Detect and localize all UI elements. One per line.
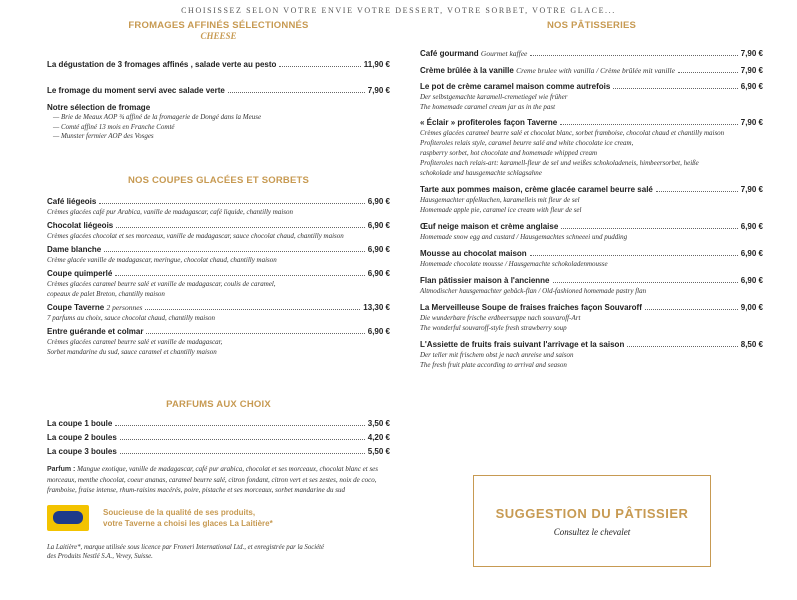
item-title: Le pot de crème caramel maison comme autrefois [420, 82, 611, 91]
item-title: La coupe 2 boules [47, 432, 117, 442]
item-price: 6,90 € [740, 82, 763, 91]
item-price: 3,50 € [367, 418, 390, 428]
item-title: Œuf neige maison et crème anglaise [420, 222, 559, 231]
item-title: Entre guérande et colmar [47, 326, 144, 336]
dot-leader [115, 425, 364, 426]
menu-item [47, 244, 390, 265]
menu-item [47, 446, 390, 457]
suggestion-subtitle: Consultez le chevalet [553, 527, 631, 537]
item-price: 13,30 € [363, 302, 390, 312]
laitiere-line-2: votre Taverne a choisi les glaces La Laitière* [103, 518, 273, 528]
flavours-text: Mangue exotique, vanille de madagascar, café pur arabica, chocolat et ses morceaux, chocolat blanc et ses morceaux, menthe chocolat, coeur ananas, caramel beurre salé, citron fondant, citron vert et ses zestes, noix de coco, framboise, fraise intense, rhum-raisins macérés, poire, pistache et ses morceaux, sorbet mandarine du sud [47, 464, 379, 494]
item-name [47, 326, 143, 337]
dot-leader [656, 191, 738, 192]
item-title: Coupe quimperlé [47, 268, 113, 278]
item-description: 7 parfums au choix, sauce chocolat chaud, chantilly maison [47, 313, 215, 322]
item-price: 7,90 € [740, 49, 763, 58]
item-title: L'Assiette de fruits frais suivant l'arrivage et la saison [420, 340, 625, 349]
dot-leader [561, 228, 737, 229]
item-title: Crème brûlée à la vanille [420, 66, 514, 75]
item-title: La Merveilleuse Soupe de fraises fraiches façon Souvaroff [420, 303, 642, 312]
item-row [47, 326, 390, 337]
dot-leader [627, 346, 737, 347]
menu-item [420, 117, 763, 178]
item-price: 5,50 € [367, 446, 390, 456]
cheese-selection-item: — Brie de Meaux AOP ¾ affiné de la fromagerie de Dongé dans la Meuse [53, 113, 262, 121]
menu-item [420, 81, 763, 112]
item-price: 9,00 € [740, 303, 763, 312]
legal-line-2: des Produits Nestlé S.A., Vevey, Suisse. [47, 553, 153, 560]
menu-item [420, 48, 763, 59]
menu-item [420, 221, 763, 242]
menu-item [47, 268, 390, 299]
item-description: The fresh fruit plate according to arrival and season [420, 361, 567, 369]
suggestion-title: SUGGESTION DU PÂTISSIER [495, 506, 689, 521]
dot-leader [104, 251, 365, 252]
item-title: Chocolat liégeois [47, 220, 114, 230]
item-note: 2 personnes [106, 302, 143, 312]
item-name [420, 81, 610, 92]
item-name [420, 221, 558, 232]
item-price: 7,90 € [740, 118, 763, 127]
ice-cream-list [47, 196, 390, 357]
item-name [420, 48, 527, 59]
item-title: Coupe Taverne [47, 302, 105, 312]
dot-leader [678, 72, 738, 73]
flavours-description [47, 464, 390, 495]
item-row [420, 117, 763, 128]
item-row [420, 81, 763, 92]
item-row [420, 275, 763, 286]
dot-leader [560, 124, 738, 125]
item-row [47, 244, 390, 255]
item-description: Hausgemachter apfelkuchen, karamelleis mit fleur de sel [420, 196, 580, 204]
item-title: Mousse au chocolat maison [420, 249, 527, 258]
item-description: Der teller mit frischem obst je nach anreise und saison [420, 351, 574, 359]
cheese-item [47, 59, 390, 70]
item-description: The homemade caramel cream jar as in the past [420, 103, 556, 111]
item-description: Der selbstgemachte karamell-cremetiegel wie früher [420, 93, 568, 101]
item-description: copeaux de palet Breton, chantilly maison [47, 289, 165, 298]
item-name [47, 196, 96, 207]
flavours-list [47, 418, 390, 457]
menu-item [420, 184, 763, 215]
item-name: La dégustation de 3 fromages affinés , salade verte au pesto [47, 60, 277, 69]
item-price: 6,90 € [367, 244, 390, 254]
item-row [420, 48, 763, 59]
item-price: 6,90 € [367, 268, 390, 278]
left-column [47, 20, 390, 562]
item-description: schokolade und hausgemachte schlagsahne [420, 169, 542, 177]
item-row [47, 302, 390, 313]
item-name [47, 268, 112, 279]
menu-item [420, 248, 763, 269]
legal-line-1: La Laitière*, marque utilisée sous licence par Froneri International Ltd., et enregistrée par la Société [47, 543, 325, 551]
cheese-selection-item: — Munster fermier AOP des Vosges [53, 132, 154, 140]
dot-leader [530, 255, 738, 256]
dot-leader [613, 88, 737, 89]
item-name [420, 275, 550, 286]
dot-leader [145, 309, 360, 310]
item-price: 6,90 € [740, 249, 763, 258]
item-description: Homemade snow egg and custard / Hausgemachtes schneeei und pudding [420, 233, 628, 241]
la-laitiere-logo [47, 505, 89, 531]
item-name [47, 302, 142, 313]
menu-item [420, 302, 763, 333]
dot-leader [116, 227, 365, 228]
item-title: Tarte aux pommes maison, crème glacée caramel beurre salé [420, 185, 653, 194]
item-note: Gourmet kaffee [480, 49, 528, 58]
flavours-section-title: PARFUMS AUX CHOIX [166, 398, 271, 410]
item-name [47, 432, 117, 443]
cheese-item [47, 85, 390, 96]
menu-item [47, 196, 390, 217]
menu-item [47, 220, 390, 241]
suggestion-box [473, 475, 711, 567]
item-description: Crèmes glacées caramel beurre salé et vanille de madagascar, coulis de caramel, [47, 279, 276, 288]
item-name [420, 65, 675, 76]
item-row [420, 248, 763, 259]
dot-leader [120, 453, 365, 454]
item-name [47, 446, 117, 457]
cheese-section-title: FROMAGES AFFINÉS SÉLECTIONNÉS [128, 20, 309, 31]
item-title: Café gourmand [420, 49, 479, 58]
item-description: Profiteroles relais style, caramel beurre salé and white chocolate ice cream, [420, 139, 634, 147]
item-title: La coupe 3 boules [47, 446, 117, 456]
item-name [47, 418, 112, 429]
item-description: The wonderful souvaroff-style fresh strawberry soup [420, 324, 567, 332]
ice-cream-section-title: NOS COUPES GLACÉES ET SORBETS [127, 174, 310, 186]
item-title: Café liégeois [47, 196, 97, 206]
item-price: 6,90 € [740, 222, 763, 231]
dot-leader [146, 333, 364, 334]
item-price: 11,90 € [363, 60, 390, 69]
item-name [47, 244, 101, 255]
item-description: Altmodischer hausgemachter gebäck-flan / Old-fashioned homemade pastry flan [420, 287, 647, 295]
item-name: Le fromage du moment servi avec salade verte [47, 86, 225, 95]
dot-leader [115, 275, 364, 276]
item-description: Homemade apple pie, caramel ice cream with fleur de sel [420, 206, 582, 214]
flavours-label: Parfum : [47, 465, 76, 473]
item-description: Crèmes glacées chocolat et ses morceaux, vanille de madagascar, sauce chocolat chaud, chantilly maison [47, 231, 344, 240]
item-title: « Éclair » profiteroles façon Taverne [420, 118, 558, 127]
menu-item [47, 432, 390, 443]
cheese-selection-item: — Comté affiné 13 mois en Franche Comté [53, 122, 175, 131]
item-name [47, 220, 113, 231]
item-description: raspberry sorbet, hot chocolate and homemade whipped cream [420, 149, 598, 157]
item-title: Flan pâtissier maison à l'ancienne [420, 276, 550, 285]
item-row [420, 221, 763, 232]
item-price: 7,90 € [740, 185, 763, 194]
dot-leader [99, 203, 364, 204]
dot-leader [645, 309, 738, 310]
item-note: Creme brulee with vanilla / Crème brûlée mit vanille [516, 66, 675, 75]
laitiere-banner [47, 505, 390, 531]
item-row [420, 339, 763, 350]
item-name [420, 248, 527, 259]
menu-tagline: CHOISISSEZ SELON VOTRE ENVIE VOTRE DESSERT, VOTRE SORBET, VOTRE GLACE... [181, 6, 616, 15]
item-description: Crème glacée vanille de madagascar, meringue, chocolat chaud, chantilly maison [47, 255, 277, 264]
item-name [420, 117, 557, 128]
menu-item [47, 418, 390, 429]
item-description: Crèmes glacées café pur Arabica, vanille de madagascar, café liquide, chantilly maison [47, 207, 293, 216]
item-row [47, 446, 390, 457]
item-row [420, 65, 763, 76]
dot-leader [120, 439, 365, 440]
item-name [420, 339, 624, 350]
item-price: 7,90 € [740, 66, 763, 75]
item-title: La coupe 1 boule [47, 418, 113, 428]
pastry-list [420, 48, 763, 370]
item-row [420, 302, 763, 313]
item-price: 4,20 € [367, 432, 390, 442]
item-description: Homemade chocolate mousse / Hausgemachte schokoladenmousse [420, 260, 608, 268]
menu-item [420, 339, 763, 370]
item-description: Die wunderbare frische erdbeersuppe nach souvaroff-Art [420, 314, 581, 322]
dot-leader [530, 55, 737, 56]
item-row [47, 432, 390, 443]
item-row [47, 196, 390, 207]
item-row [47, 418, 390, 429]
item-price: 6,90 € [367, 326, 390, 336]
item-price: 6,90 € [367, 196, 390, 206]
item-description: Crèmes glacées caramel beurre salé et vanille de madagascar, [47, 337, 223, 346]
item-row [420, 184, 763, 195]
item-price: 6,90 € [367, 220, 390, 230]
item-title: Dame blanche [47, 244, 102, 254]
item-row [47, 220, 390, 231]
cheese-section-subtitle: CHEESE [200, 31, 237, 41]
dot-leader [553, 282, 738, 283]
item-price: 6,90 € [740, 276, 763, 285]
menu-item [47, 302, 390, 323]
cheese-selection-title: Notre sélection de fromage [47, 103, 151, 112]
item-price: 7,90 € [367, 86, 390, 95]
item-description: Sorbet mandarine du sud, sauce caramel et chantilly maison [47, 347, 217, 356]
pastry-section-title: NOS PÂTISSERIES [546, 20, 637, 31]
right-column [420, 20, 763, 370]
menu-item [47, 326, 390, 357]
laitiere-line-1: Soucieuse de la qualité de ses produits, [103, 507, 256, 517]
item-name [420, 302, 642, 313]
item-row [47, 268, 390, 279]
item-price: 8,50 € [740, 340, 763, 349]
item-description: Profiteroles nach relais-art: karamell-fleur de sel und weißes schokoladeneis, himbeersorbet, heiße [420, 159, 699, 167]
menu-item [420, 275, 763, 296]
item-description: Crèmes glacées caramel beurre salé et chocolat blanc, sorbet framboise, chocolat chaud et chantilly maison [420, 129, 725, 137]
menu-item [420, 65, 763, 76]
item-name [420, 184, 653, 195]
